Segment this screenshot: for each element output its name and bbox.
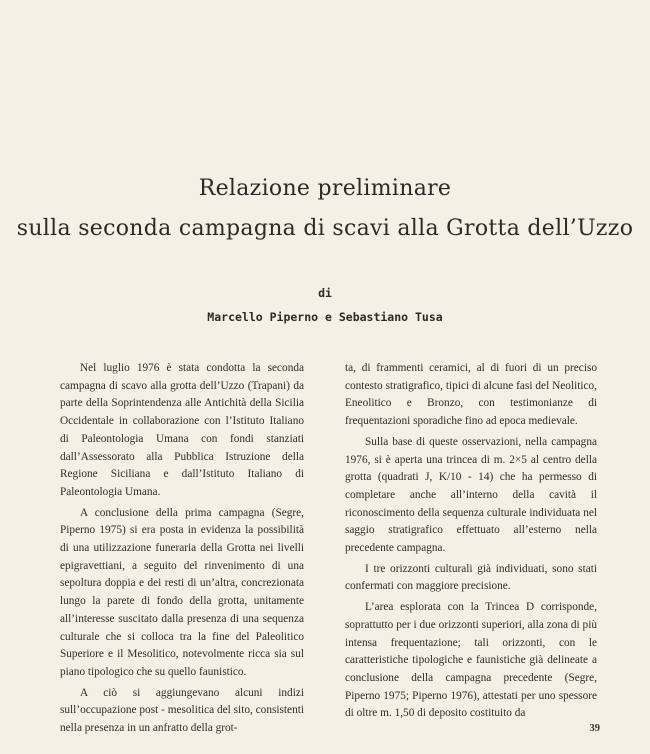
byline-di: di: [318, 286, 332, 300]
paragraph: A conclusione della prima campagna (Segre, Piperno 1975) si era posta in evidenza la possibilità di una utilizzazione funeraria della Grotta nei livelli epigravettiani, a seguito del rinvenimento di una sepoltura doppia e dei resti di un’altra, concrezionata lungo la parete di fondo della grotta, unitamente all’interesse suscitato dalla presenza di una sequenza culturale che si colloca tra la fine del Paleolitico Superiore e il Mesolitico, notevolmente ricca sia sul piano tipologico che su quello faunistico.: [60, 506, 304, 678]
left-column: [60, 360, 304, 738]
paragraph: Nel luglio 1976 è stata condotta la seconda campagna di scavo alla grotta dell’Uzzo (Trapani) da parte della Soprintendenza alle Antichità della Sicilia Occidentale in collaborazione con l’Istituto Italiano di Paleontologia Umana con fondi stanziati dall’Assessorato alla Pubblica Istruzione della Regione Siciliana e dall’Istituto Italiano di Paleontologia Umana.: [60, 362, 304, 498]
paragraph: L’area esplorata con la Trincea D corrisponde, soprattutto per i due orizzonti superiori, alla zona di più intensa frequentazione; tali orizzonti, con le caratteristiche tipologiche e faunistiche già delineate a conclusione della campagna precedente (Segre, Piperno 1975; Piperno 1976), attestati per uno spessore di oltre m. 1,50 di deposito costituito da: [345, 601, 597, 720]
title-line-1: Relazione preliminare: [198, 176, 452, 201]
paragraph: ta, di frammenti ceramici, al di fuori di un preciso contesto stratigrafico, tipici di alcune fasi del Neolitico, Eneolitico e Bronzo, con testimonianze di frequentazioni sporadiche fino ad epoca medievale.: [345, 362, 597, 428]
paragraph: Sulla base di queste osservazioni, nella campagna 1976, si è aperta una trincea di m. 2×5 al centro della grotta (quadrati J, K/10 - 14) che ha permesso di completare anche all’interno della cavità il riconoscimento della sequenza culturale individuata nel saggio stratigrafico effettuato all’esterno nella precedente campagna.: [345, 435, 597, 555]
byline-authors: Marcello Piperno e Sebastiano Tusa: [207, 310, 443, 324]
right-column: [345, 360, 597, 723]
paragraph: I tre orizzonti culturali già individuati, sono stati confermati con maggiore precisione.: [345, 562, 597, 593]
paragraph: A ciò si aggiungevano alcuni indizi sull’occupazione post - mesolitica del sito, consistenti nella presenza in un anfratto della grot-: [60, 686, 304, 735]
page-number: 39: [589, 723, 600, 734]
title-line-2: sulla seconda campagna di scavi alla Grotta dell’Uzzo: [16, 216, 634, 241]
